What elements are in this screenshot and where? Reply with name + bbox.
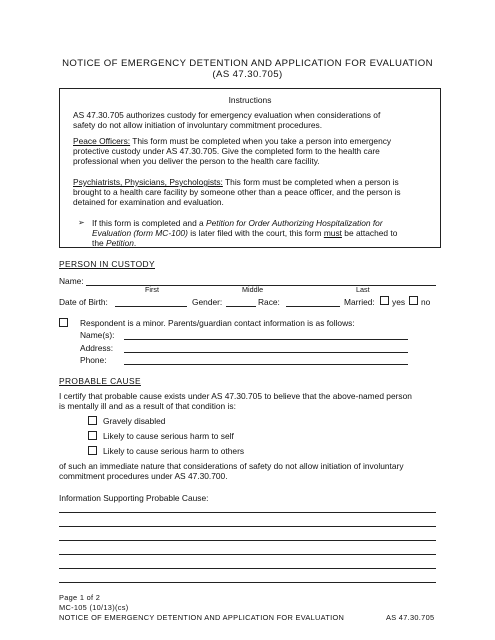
guardian-names-field[interactable] [124, 339, 408, 340]
minor-statement: Respondent is a minor. Parents/guardian contact information is as follows: [80, 318, 355, 328]
form-title: NOTICE OF EMERGENCY DETENTION AND APPLICATION FOR EVALUATION [62, 58, 433, 69]
section-probable-cause: PROBABLE CAUSE [59, 376, 141, 386]
guardian-address-field[interactable] [124, 352, 408, 353]
note-period: . [133, 238, 137, 249]
supporting-info-line-6[interactable] [59, 582, 436, 583]
guardian-address-label: Address: [80, 343, 114, 353]
guardian-phone-field[interactable] [124, 364, 408, 365]
peace-officers-label: Peace Officers: [73, 136, 131, 146]
cert-line-1: I certify that probable cause exists under AS 47.30.705 to believe that the above-named person [59, 391, 412, 401]
harm-to-self-label: Likely to cause serious harm to self [103, 431, 234, 441]
section-person-in-custody: PERSON IN CUSTODY [59, 259, 155, 269]
harm-to-self-checkbox[interactable] [88, 431, 97, 440]
last-name-caption: Last [356, 285, 370, 294]
immediacy-line-2: commitment procedures under AS 47.30.700. [59, 471, 228, 482]
note-must: must [323, 228, 342, 239]
clin-line-1: This form must be completed when a person is [222, 177, 399, 187]
instructions-heading: Instructions [228, 95, 272, 105]
harm-to-others-label: Likely to cause serious harm to others [103, 446, 245, 456]
supporting-info-line-3[interactable] [59, 540, 436, 541]
gravely-disabled-label: Gravely disabled [103, 416, 166, 426]
petition-note [92, 218, 432, 248]
form-statute-subtitle: (AS 47.30.705) [212, 69, 283, 80]
clinicians-label: Psychiatrists, Physicians, Psychologists: [73, 177, 223, 187]
supporting-info-line-5[interactable] [59, 568, 436, 569]
footer-form-title: NOTICE OF EMERGENCY DETENTION AND APPLICATION FOR EVALUATION [59, 613, 345, 622]
peace-line-3: professional when you deliver the person to the health care facility. [73, 156, 320, 167]
gravely-disabled-checkbox[interactable] [88, 416, 97, 425]
peace-officers-paragraph [73, 136, 429, 166]
supporting-info-label: Information Supporting Probable Cause: [59, 493, 209, 503]
married-yes-label: yes [392, 297, 406, 307]
instructions-intro [73, 110, 429, 130]
supporting-info-line-4[interactable] [59, 554, 436, 555]
clin-line-2: brought to a health care facility by someone other than a peace officer, and the person is [73, 187, 401, 198]
race-label: Race: [258, 297, 280, 307]
note-text-a: If this form is completed and a [92, 218, 207, 228]
footer-statute: AS 47.30.705 [386, 613, 435, 622]
married-no-label: no [421, 297, 431, 307]
name-label: Name: [59, 276, 84, 286]
cert-line-2: is mentally ill and as a result of that condition is: [59, 401, 236, 412]
probable-cause-certification [59, 391, 439, 411]
guardian-phone-label: Phone: [80, 355, 107, 365]
clinicians-paragraph [73, 177, 429, 207]
harm-to-others-checkbox[interactable] [88, 446, 97, 455]
minor-checkbox[interactable] [59, 318, 68, 327]
gender-label: Gender: [192, 297, 223, 307]
guardian-names-label: Name(s): [80, 330, 115, 340]
gender-field[interactable] [226, 306, 256, 307]
dob-field[interactable] [115, 306, 187, 307]
immediacy-line-1: of such an immediate nature that considerations of safety do not allow initiation of involuntary [59, 461, 404, 471]
note-petition: Petition [105, 238, 134, 249]
supporting-info-line-2[interactable] [59, 526, 436, 527]
married-label: Married: [344, 297, 375, 307]
note-text-d: the [92, 238, 106, 249]
form-number: MC-105 (10/13)(cs) [59, 603, 129, 612]
intro-line-2: safety do not allow initiation of involuntary commitment procedures. [73, 120, 323, 131]
page-number: Page 1 of 2 [59, 593, 101, 602]
arrow-bullet-icon: ➢ [78, 218, 85, 227]
clin-line-3: detained for examination and evaluation. [73, 197, 224, 208]
married-no-checkbox[interactable] [409, 296, 418, 305]
note-text-b: is later filed with the court, this form [187, 228, 324, 239]
note-form-ref: Evaluation (form MC-100) [92, 228, 188, 239]
race-field[interactable] [286, 306, 340, 307]
dob-label: Date of Birth: [59, 297, 108, 307]
immediacy-statement [59, 461, 439, 481]
peace-line-1: This form must be completed when you take a person into emergency [130, 136, 392, 146]
middle-name-caption: Middle [242, 285, 264, 294]
supporting-info-line-1[interactable] [59, 512, 436, 513]
first-name-caption: First [145, 285, 159, 294]
married-yes-checkbox[interactable] [380, 296, 389, 305]
note-petition-title: Petition for Order Authorizing Hospitalization for [206, 218, 383, 228]
note-text-c: be attached to [341, 228, 398, 239]
intro-line-1: AS 47.30.705 authorizes custody for emergency evaluation when considerations of [73, 110, 381, 120]
peace-line-2: protective custody under AS 47.30.705. Give the completed form to the health care [73, 146, 380, 157]
